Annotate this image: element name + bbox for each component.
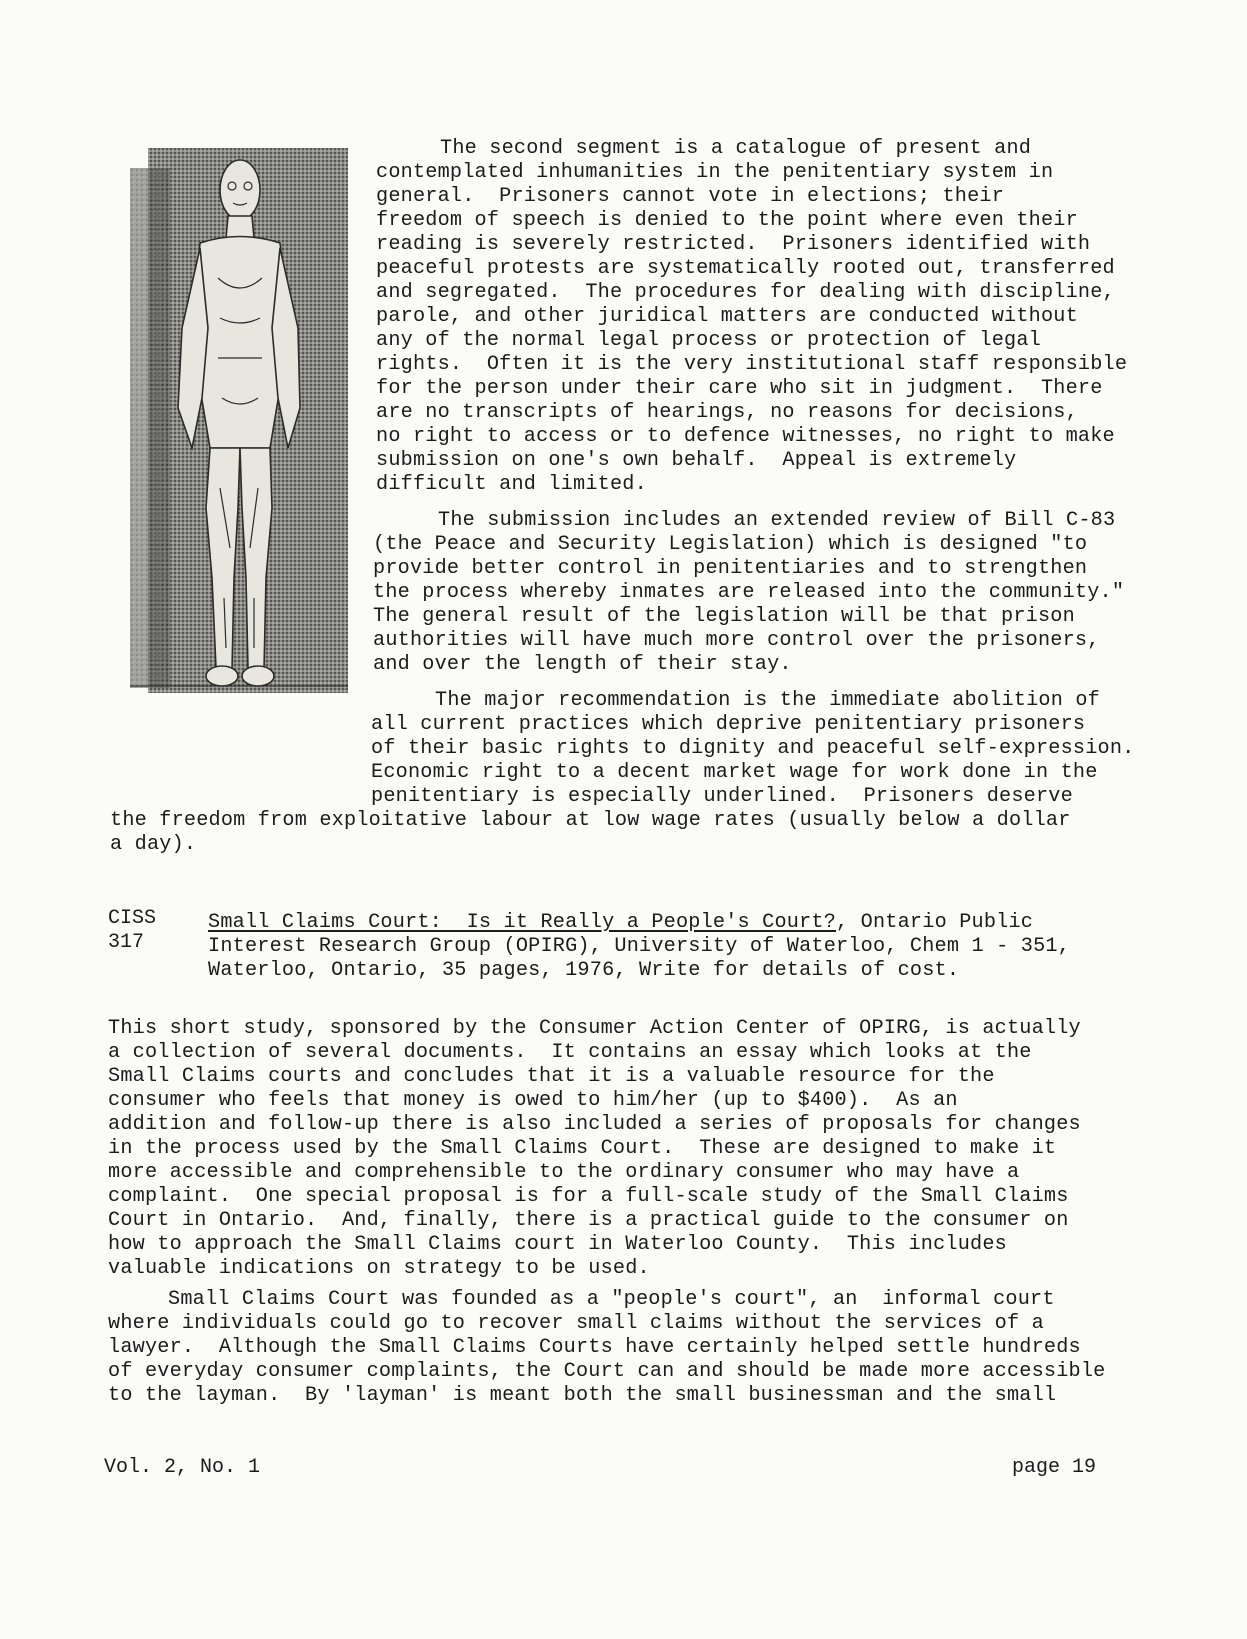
text-line: where individuals could go to recover small claims without the services of a (108, 1312, 1044, 1335)
text-line: consumer who feels that money is owed to him/her (up to $400). As an (108, 1089, 958, 1112)
page-number: page 19 (1012, 1456, 1097, 1479)
text-line: The general result of the legislation will be that prison (373, 605, 1075, 628)
text-line: parole, and other juridical matters are conducted without (376, 305, 1078, 328)
text-line: in the process used by the Small Claims Court. These are designed to make it (108, 1137, 1057, 1160)
text-line: reading is severely restricted. Prisoners identified with (376, 233, 1091, 256)
text-line: to the layman. By 'layman' is meant both the small businessman and the small (108, 1384, 1057, 1407)
text-line: and over the length of their stay. (373, 653, 792, 676)
entry-code-number: 317 (108, 931, 145, 954)
text-line: all current practices which deprive penitentiary prisoners (371, 713, 1086, 736)
entry-title: Small Claims Court: Is it Really a People's Court? (208, 911, 837, 934)
entry-code-prefix: CISS (108, 907, 157, 930)
text-line: how to approach the Small Claims court in Waterloo County. This includes (108, 1233, 1007, 1256)
text-line: authorities will have much more control over the prisoners, (373, 629, 1100, 652)
standing-figure-illustration (130, 148, 348, 708)
text-line: any of the normal legal process or protection of legal (376, 329, 1041, 352)
text-line: no right to access or to defence witnesses, no right to make (376, 425, 1115, 448)
text-line: provide better control in penitentiaries and to strengthen (373, 557, 1088, 580)
entry-citation-line-3: Waterloo, Ontario, 35 pages, 1976, Write for details of cost. (208, 959, 960, 982)
text-line: are no transcripts of hearings, no reasons for decisions, (376, 401, 1078, 424)
text-line: The major recommendation is the immediate abolition of (435, 689, 1100, 712)
text-line: difficult and limited. (376, 473, 647, 496)
text-line: rights. Often it is the very institutional staff responsible (376, 353, 1128, 376)
text-line: addition and follow-up there is also included a series of proposals for changes (108, 1113, 1081, 1136)
text-line: Small Claims courts and concludes that it is a valuable resource for the (108, 1065, 995, 1088)
entry-citation-line-1 (208, 911, 1033, 935)
text-line: the freedom from exploitative labour at low wage rates (usually below a dollar (110, 809, 1071, 832)
text-line: and segregated. The procedures for dealing with discipline, (376, 281, 1115, 304)
text-line: general. Prisoners cannot vote in elections; their (376, 185, 1005, 208)
text-line: Small Claims Court was founded as a "people's court", an informal court (168, 1288, 1055, 1311)
text-line: The submission includes an extended review of Bill C-83 (438, 509, 1116, 532)
text-line: penitentiary is especially underlined. Prisoners deserve (371, 785, 1073, 808)
text-line: submission on one's own behalf. Appeal is extremely (376, 449, 1017, 472)
text-line: the process whereby inmates are released into the community." (373, 581, 1125, 604)
text-line: of everyday consumer complaints, the Court can and should be made more accessible (108, 1360, 1106, 1383)
text-line: Court in Ontario. And, finally, there is a practical guide to the consumer on (108, 1209, 1069, 1232)
text-line: more accessible and comprehensible to the ordinary consumer who may have a (108, 1161, 1020, 1184)
text-line: peaceful protests are systematically rooted out, transferred (376, 257, 1115, 280)
text-line: a collection of several documents. It contains an essay which looks at the (108, 1041, 1032, 1064)
entry-publisher-start: , Ontario Public (836, 911, 1034, 934)
entry-citation-line-2: Interest Research Group (OPIRG), University of Waterloo, Chem 1 - 351, (208, 935, 1071, 958)
text-line: a day). (110, 833, 197, 856)
text-line: lawyer. Although the Small Claims Courts have certainly helped settle hundreds (108, 1336, 1081, 1359)
text-line: This short study, sponsored by the Consumer Action Center of OPIRG, is actually (108, 1017, 1081, 1040)
text-line: Economic right to a decent market wage for work done in the (371, 761, 1098, 784)
text-line: The second segment is a catalogue of present and (440, 137, 1032, 160)
text-line: freedom of speech is denied to the point where even their (376, 209, 1078, 232)
text-line: of their basic rights to dignity and peaceful self-expression. (371, 737, 1135, 760)
text-line: valuable indications on strategy to be used. (108, 1257, 650, 1280)
volume-label: Vol. 2, No. 1 (104, 1456, 261, 1479)
text-line: for the person under their care who sit in judgment. There (376, 377, 1103, 400)
text-line: (the Peace and Security Legislation) which is designed "to (373, 533, 1088, 556)
text-line: contemplated inhumanities in the penitentiary system in (376, 161, 1054, 184)
text-line: complaint. One special proposal is for a full-scale study of the Small Claims (108, 1185, 1069, 1208)
